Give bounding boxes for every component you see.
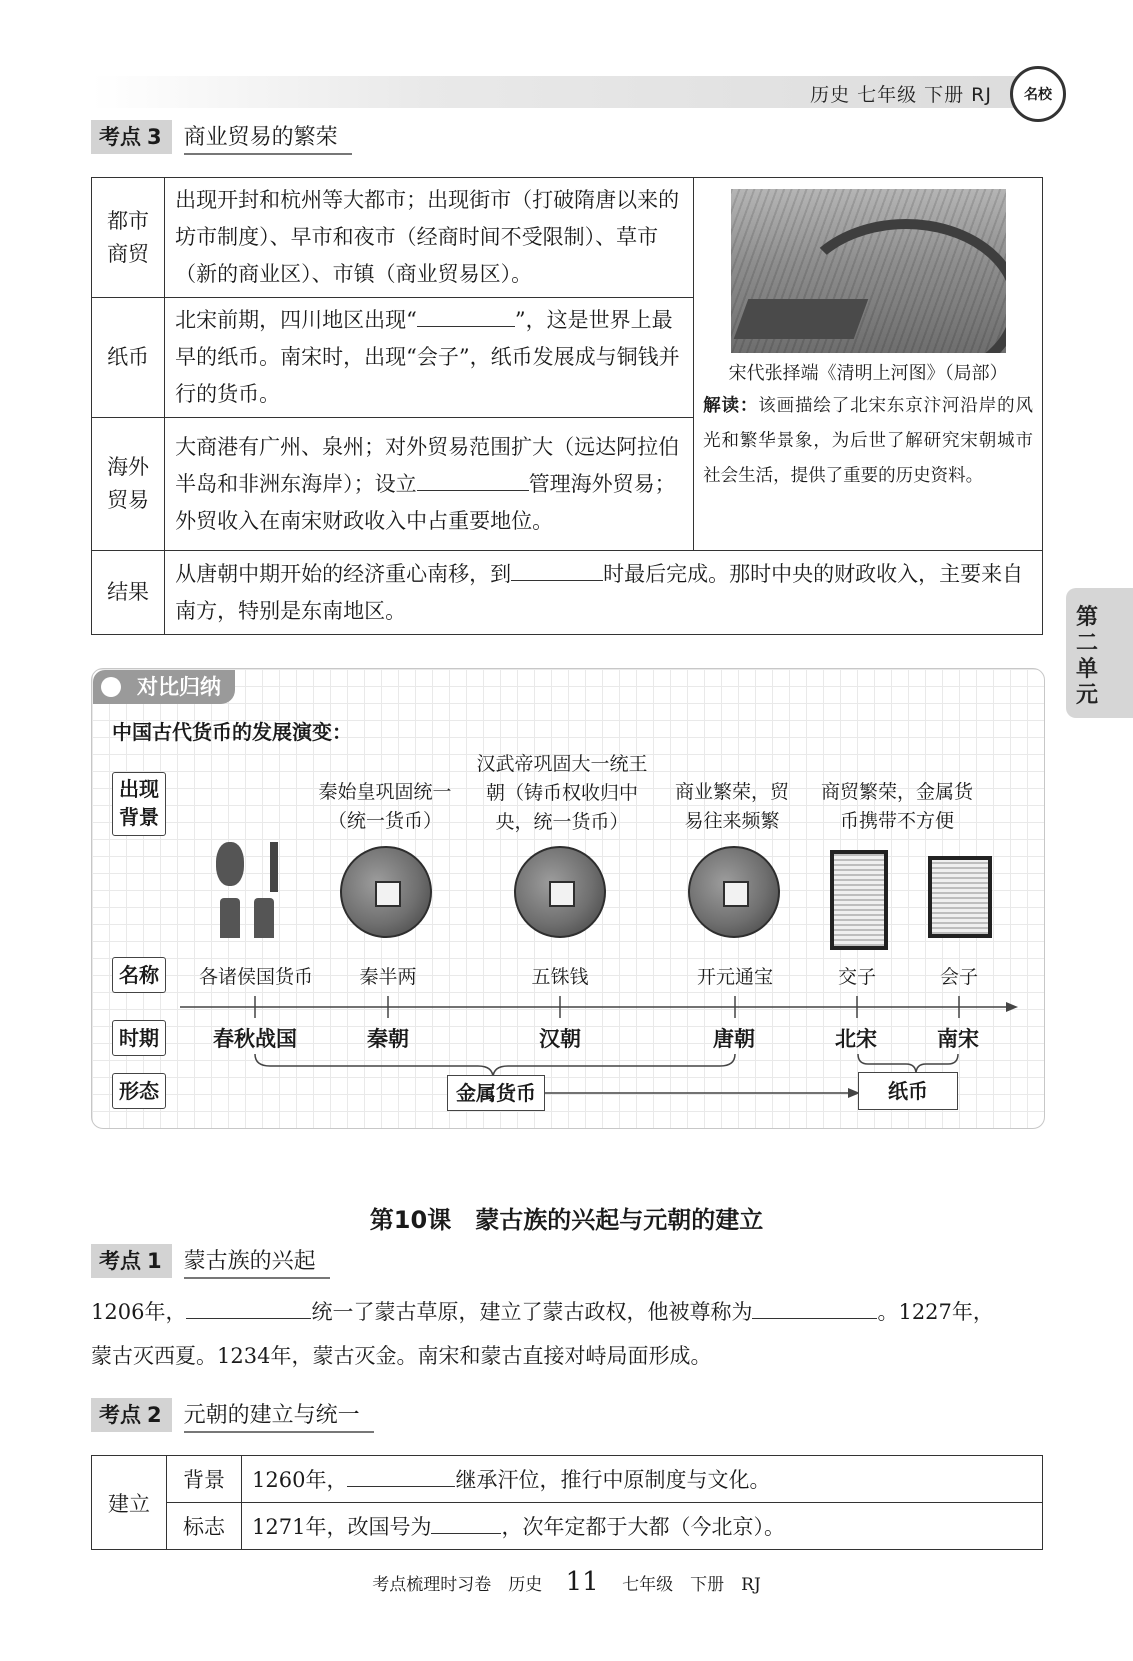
row-head-symbol: 标志 [167,1503,242,1550]
form-metal-currency: 金属货币 [447,1075,545,1111]
name-wuzhu: 五铢钱 [531,966,589,988]
section-label: 考点 1 [91,1244,172,1278]
period-warring-states: 春秋战国 [213,1027,297,1051]
period-tang: 唐朝 [713,1027,755,1051]
header-text: 历史 七年级 下册 RJ [810,84,992,106]
row-content-result: 从唐朝中期开始的经济重心南移，到 时最后完成。那时中央的财政收入，主要来自南方，特别是东南地区。 [165,551,1043,635]
commerce-table [91,177,1043,635]
period-north-song: 北宋 [835,1027,877,1051]
row-content-city-trade: 出现开封和杭州等大都市；出现街市（打破隋唐以来的坊市制度）、早市和夜市（经商时间不受限制）、草市（新的商业区）、市镇（商业贸易区）。 [165,178,694,298]
name-warring-states: 各诸侯国货币 [198,966,313,988]
period-south-song: 南宋 [937,1027,979,1051]
jiaozi-note-image [830,850,888,950]
mongol-rise-paragraph: 1206年， 统一了蒙古草原，建立了蒙古政权，他被尊称为 。1227年， 蒙古灭西夏。1234年，蒙古灭金。南宋和蒙古直接对峙局面形成。 [91,1290,1046,1378]
background-tang: 商业繁荣，贸易往来频繁 [674,781,789,832]
footer-left: 考点梳理时习卷 历史 [372,1575,543,1595]
timeline-arrow [180,990,1020,1020]
unit-tab-label: 第二单元 [1076,605,1099,708]
row-label-background: 出现背景 [112,772,166,836]
qingming-painting-image [731,189,1006,353]
fill-blank[interactable] [347,1464,455,1487]
name-qin-banliang: 秦半两 [359,966,417,988]
section-title: 商业贸易的繁荣 [184,120,352,155]
row-content-overseas-trade: 大商港有广州、泉州；对外贸易范围扩大（远达阿拉伯半岛和非洲东海岸）；设立 管理海外贸易；外贸收入在南宋财政收入中占重要地位。 [165,418,694,551]
section-header-3 [91,120,352,154]
background-song: 商贸繁荣，金属货币携带不方便 [820,781,973,832]
row-head-overseas-trade: 海外贸易 [92,418,165,551]
name-huizi: 会子 [939,966,978,988]
fill-blank[interactable] [511,558,603,581]
row-content-symbol: 1271年，改国号为 ，次年定都于大都（今北京）。 [242,1503,1043,1550]
painting-cell [694,178,1043,551]
form-paper-currency: 纸币 [858,1072,958,1110]
footer-right: 七年级 下册 RJ [622,1575,761,1595]
row-head-paper-money: 纸币 [92,298,165,418]
section-title: 蒙古族的兴起 [184,1244,330,1279]
row-head-result: 结果 [92,551,165,635]
comparison-tag: 对比归纳 [93,670,235,704]
period-qin: 秦朝 [367,1027,409,1051]
fill-blank[interactable] [431,1511,501,1534]
footer [0,1567,1133,1597]
row-label-period: 时期 [112,1020,166,1056]
qin-banliang-coin-image [340,846,432,938]
page-number: 11 [565,1567,599,1597]
yuan-founding-table [91,1455,1043,1550]
wuzhu-coin-image [514,846,606,938]
warring-states-coins-image [214,842,294,940]
row-content-paper-money: 北宋前期，四川地区出现“ ”，这是世界上最早的纸币。南宋时，出现“会子”，纸币发展成与铜钱并行的货币。 [165,298,694,418]
row-label-name: 名称 [112,957,166,993]
kaiyuan-tongbao-coin-image [688,846,780,938]
logo: 名校 [1010,66,1066,122]
lesson-title: 第10课 蒙古族的兴起与元朝的建立 [369,1206,764,1234]
section-label: 考点 3 [91,120,172,154]
row-label-form: 形态 [112,1073,166,1109]
background-qin: 秦始皇巩固统一（统一货币） [318,781,452,832]
background-han: 汉武帝巩固大一统王朝（铸币权收归中央，统一货币） [476,753,648,833]
name-kaiyuan: 开元通宝 [696,966,773,988]
huizi-note-image [928,856,992,938]
row-content-background: 1260年， 继承汗位，推行中原制度与文化。 [242,1456,1043,1503]
fill-blank[interactable] [752,1296,877,1319]
section-header-2 [91,1398,374,1432]
row-head-city-trade: 都市商贸 [92,178,165,298]
tag-icon [101,677,121,697]
comparison-subtitle: 中国古代货币的发展演变： [112,720,352,744]
period-han: 汉朝 [539,1027,581,1051]
group-head-founding: 建立 [92,1456,167,1550]
header-bar [92,76,1042,108]
name-jiaozi: 交子 [837,966,876,988]
fill-blank[interactable] [417,468,529,491]
section-header-1 [91,1244,330,1278]
fill-blank[interactable] [186,1296,311,1319]
painting-caption: 宋代张择端《清明上河图》（局部） [728,363,1008,384]
section-title: 元朝的建立与统一 [184,1398,374,1433]
fill-blank[interactable] [417,304,515,327]
section-label: 考点 2 [91,1398,172,1432]
painting-explanation: 解读：该画描绘了北宋东京汴河沿岸的风光和繁华景象，为后世了解研究宋朝城市社会生活，提供了重要的历史资料。 [703,396,1034,486]
row-head-background: 背景 [167,1456,242,1503]
